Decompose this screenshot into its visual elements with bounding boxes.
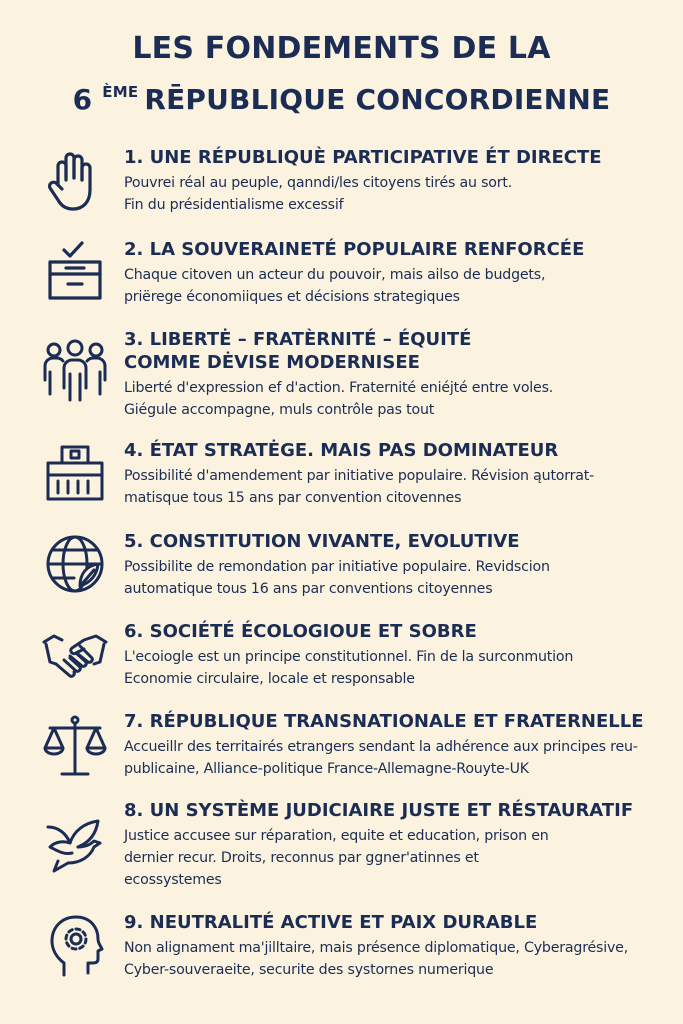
principle-title: 9. NEUTRALITÉ ACTIVE ET PAIX DURABLE xyxy=(124,912,538,933)
principle-description: Non alignament ma'jilltaire, mais présence diplomatique, Cyberagrésive, Cyber-souveraeite, securite des systornes numerique xyxy=(124,940,629,978)
ballot-box-icon xyxy=(40,236,110,306)
people-group-icon xyxy=(40,336,110,406)
poster-title-line1: LES FONDEMENTS DE LA xyxy=(132,31,551,66)
title-number: 6 xyxy=(72,83,93,116)
principle-title: 5. CONSTITUTION VIVANTE, EVOLUTIVE xyxy=(124,531,520,552)
dove-icon xyxy=(40,807,110,877)
head-gear-icon xyxy=(40,909,110,979)
title-rest: RĒPUBLIQUE CONCORDIENNE xyxy=(144,83,611,116)
principle-description: Accueillr des territairés etrangers sendant la adhérence aux principes reu- publicaine, Alliance-politique France-Allemagne-Rouyte-UK xyxy=(124,739,638,777)
principle-title: 1. UNE RÉPUBLIQUÈ PARTICIPATIVE ÉT DIRECTE xyxy=(124,147,602,168)
scales-icon xyxy=(40,712,110,782)
principle-description: Chaque citoven un acteur du pouvoir, mais ailso de budgets, priërege économiiques et décisions strategiques xyxy=(124,267,546,305)
raised-hand-icon xyxy=(40,144,110,214)
handshake-icon xyxy=(40,618,110,688)
principle-title: 2. LA SOUVERAINETÉ POPULAIRE RENFORCÉE xyxy=(124,239,585,260)
principle-title: 7. RÉPUBLIQUE TRANSNATIONALE ET FRATERNELLE xyxy=(124,711,644,732)
principle-description: Liberté d'expression ef d'action. Fraternité eniéjté entre voles. Giégule accompagne, muls contrôle pas tout xyxy=(124,380,554,418)
globe-leaf-icon xyxy=(40,528,110,598)
principle-title: 3. LIBERTĖ – FRATÈRNITÉ – ÉQUITÉ COMME DĖVISE MODERNISEE xyxy=(124,329,472,373)
principle-title: 4. ÉTAT STRATĖGE. MAIS PAS DOMINATEUR xyxy=(124,440,559,461)
principle-title: 6. SOCIÉTÉ ÉCOLOGIOUE ET SOBRE xyxy=(124,621,477,642)
principle-title: 8. UN SYSTÈME JUDICIAIRE JUSTE ET RÉSTAURATIF xyxy=(124,800,634,821)
principle-description: Possibilite de remondation par initiative populaire. Revidscion automatique tous 16 ans par conventions citoyennes xyxy=(124,559,550,597)
building-icon xyxy=(40,437,110,507)
principle-description: Justice accusee sur réparation, equite et education, prison en dernier recur. Droits, reconnus par ggner'atinnes et ecossystemes xyxy=(124,828,549,888)
principle-description: Possibilité d'amendement par initiative populaire. Révision ąutorrat- matisque tous 15 ans par convention citovennes xyxy=(124,468,595,506)
title-superscript: ÈME xyxy=(102,83,139,101)
principle-description: L'ecoiogle est un principe constitutionnel. Fin de la surconmution Economie circulaire, locale et responsable xyxy=(124,649,574,687)
principle-description: Pouvrei réal au peuple, qanndi/les citoyens tirés au sort. Fin du présidentialisme excessif xyxy=(124,175,513,213)
